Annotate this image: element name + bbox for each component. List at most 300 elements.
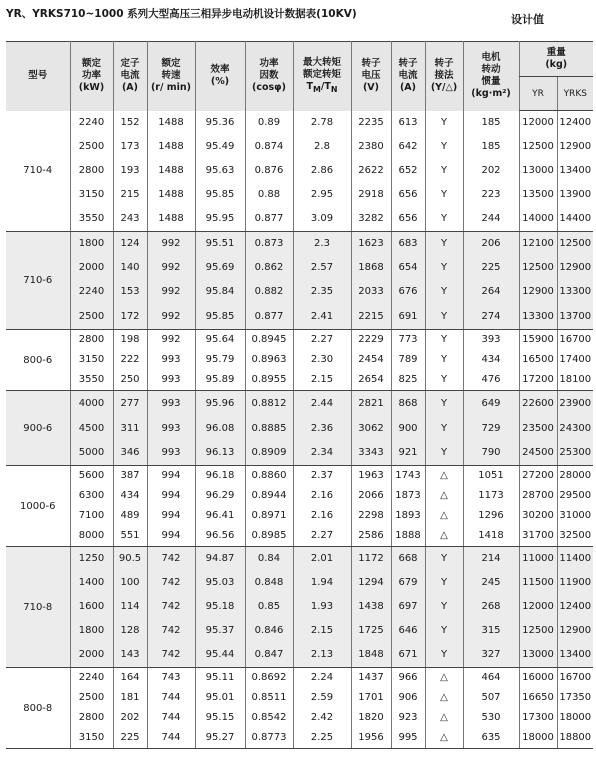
table-cell: 6300: [70, 486, 113, 506]
table-cell: 1623: [351, 232, 391, 256]
table-cell: 789: [391, 350, 425, 370]
table-cell: 668: [391, 547, 425, 571]
table-cell: 992: [147, 280, 195, 304]
table-cell: 992: [147, 232, 195, 256]
table-cell: 202: [113, 708, 147, 728]
table-row: [6, 506, 593, 526]
table-cell: 656: [391, 207, 425, 232]
table-cell: 2500: [70, 304, 113, 330]
table-cell: 2.27: [293, 526, 351, 547]
table-cell: 16000: [519, 668, 557, 688]
table-cell: △: [425, 688, 463, 708]
table-cell: 164: [113, 668, 147, 688]
table-row: [6, 280, 593, 304]
table-cell: 652: [391, 159, 425, 183]
table-cell: 327: [463, 643, 519, 668]
table-cell: 1488: [147, 111, 195, 135]
table-cell: 13700: [557, 304, 593, 330]
table-cell: 95.44: [195, 643, 245, 668]
table-cell: 96.56: [195, 526, 245, 547]
table-header: [6, 42, 593, 111]
table-cell: 95.11: [195, 668, 245, 688]
table-cell: 1868: [351, 256, 391, 280]
table-cell: 3550: [70, 370, 113, 391]
table-cell: 1.94: [293, 571, 351, 595]
table-cell: 1294: [351, 571, 391, 595]
table-cell: 13400: [557, 643, 593, 668]
table-cell: 1.93: [293, 595, 351, 619]
table-cell: 2.16: [293, 506, 351, 526]
table-cell: 17350: [557, 688, 593, 708]
table-body: [6, 111, 593, 749]
header-rotor-voltage: 转子 电压 (V): [351, 42, 391, 111]
table-cell: 994: [147, 486, 195, 506]
table-cell: Y: [425, 547, 463, 571]
table-cell: 646: [391, 619, 425, 643]
table-cell: 225: [113, 728, 147, 749]
table-cell: 100: [113, 571, 147, 595]
table-cell: 2.13: [293, 643, 351, 668]
table-cell: 993: [147, 416, 195, 441]
table-cell: 2.37: [293, 466, 351, 486]
table-cell: Y: [425, 256, 463, 280]
table-cell: 2.30: [293, 350, 351, 370]
table-cell: 744: [147, 708, 195, 728]
table-cell: 489: [113, 506, 147, 526]
table-row: [6, 619, 593, 643]
table-cell: 3150: [70, 350, 113, 370]
table-row: [6, 486, 593, 506]
table-cell: 95.03: [195, 571, 245, 595]
header-stator-current: 定子 电流 (A): [113, 42, 147, 111]
table-cell: 2000: [70, 256, 113, 280]
table-cell: 23500: [519, 416, 557, 441]
table-cell: 1743: [391, 466, 425, 486]
table-row: [6, 207, 593, 232]
table-cell: 95.95: [195, 207, 245, 232]
table-cell: 95.18: [195, 595, 245, 619]
table-cell: Y: [425, 111, 463, 135]
table-cell: 2.25: [293, 728, 351, 749]
table-cell: 95.15: [195, 708, 245, 728]
table-cell: 14400: [557, 207, 593, 232]
model-cell: 800-6: [6, 330, 70, 391]
table-cell: 2454: [351, 350, 391, 370]
table-cell: 742: [147, 643, 195, 668]
table-cell: 140: [113, 256, 147, 280]
table-cell: 18800: [557, 728, 593, 749]
table-cell: 551: [113, 526, 147, 547]
table-cell: 1800: [70, 619, 113, 643]
table-cell: 0.88: [245, 183, 293, 207]
table-cell: 268: [463, 595, 519, 619]
table-cell: 2500: [70, 688, 113, 708]
table-cell: 434: [113, 486, 147, 506]
table-cell: 2240: [70, 668, 113, 688]
table-cell: 654: [391, 256, 425, 280]
table-cell: 311: [113, 416, 147, 441]
table-cell: 128: [113, 619, 147, 643]
table-cell: 2033: [351, 280, 391, 304]
table-cell: 2298: [351, 506, 391, 526]
table-cell: 0.8511: [245, 688, 293, 708]
table-cell: 12100: [519, 232, 557, 256]
table-cell: 0.8542: [245, 708, 293, 728]
table-cell: △: [425, 506, 463, 526]
table-cell: 29500: [557, 486, 593, 506]
table-cell: 0.8985: [245, 526, 293, 547]
table-cell: 31000: [557, 506, 593, 526]
table-cell: Y: [425, 207, 463, 232]
table-cell: 2066: [351, 486, 391, 506]
table-cell: 274: [463, 304, 519, 330]
table-cell: 12500: [519, 619, 557, 643]
table-cell: 2.01: [293, 547, 351, 571]
table-cell: 31700: [519, 526, 557, 547]
table-cell: 1438: [351, 595, 391, 619]
table-cell: 202: [463, 159, 519, 183]
table-row: [6, 370, 593, 391]
table-cell: 152: [113, 111, 147, 135]
table-cell: 95.37: [195, 619, 245, 643]
table-cell: 1400: [70, 571, 113, 595]
header-speed: 额定 转速 (r/ min): [147, 42, 195, 111]
table-row: [6, 256, 593, 280]
header-inertia: 电机 转动 惯量 (kg·m²): [463, 42, 519, 111]
table-cell: 94.87: [195, 547, 245, 571]
table-cell: 1172: [351, 547, 391, 571]
table-cell: 0.877: [245, 304, 293, 330]
table-cell: 95.84: [195, 280, 245, 304]
table-cell: 3282: [351, 207, 391, 232]
table-cell: 1488: [147, 207, 195, 232]
table-cell: 0.882: [245, 280, 293, 304]
table-cell: 743: [147, 668, 195, 688]
table-cell: 5600: [70, 466, 113, 486]
table-cell: 2.59: [293, 688, 351, 708]
table-cell: 642: [391, 135, 425, 159]
table-cell: 2215: [351, 304, 391, 330]
table-cell: △: [425, 708, 463, 728]
table-cell: △: [425, 728, 463, 749]
table-row: [6, 595, 593, 619]
table-cell: 2654: [351, 370, 391, 391]
table-row: [6, 304, 593, 330]
table-cell: 790: [463, 441, 519, 466]
data-table-container: [6, 41, 592, 749]
table-cell: Y: [425, 183, 463, 207]
table-row: [6, 416, 593, 441]
table-cell: 2.57: [293, 256, 351, 280]
table-cell: 0.8945: [245, 330, 293, 350]
table-cell: 114: [113, 595, 147, 619]
table-cell: 12500: [519, 256, 557, 280]
table-cell: 11400: [557, 547, 593, 571]
table-cell: 244: [463, 207, 519, 232]
table-cell: 742: [147, 547, 195, 571]
table-cell: △: [425, 466, 463, 486]
table-cell: 3550: [70, 207, 113, 232]
table-cell: 2.16: [293, 486, 351, 506]
table-cell: 243: [113, 207, 147, 232]
table-cell: 95.36: [195, 111, 245, 135]
table-cell: 185: [463, 135, 519, 159]
table-cell: 1888: [391, 526, 425, 547]
table-cell: 2.15: [293, 619, 351, 643]
table-cell: Y: [425, 135, 463, 159]
table-cell: 1701: [351, 688, 391, 708]
table-cell: 95.49: [195, 135, 245, 159]
table-cell: 1725: [351, 619, 391, 643]
table-cell: 95.69: [195, 256, 245, 280]
table-cell: 8000: [70, 526, 113, 547]
table-cell: 2.27: [293, 330, 351, 350]
table-cell: 2.42: [293, 708, 351, 728]
model-cell: 1000-6: [6, 466, 70, 547]
table-row: [6, 728, 593, 749]
table-cell: 1873: [391, 486, 425, 506]
table-cell: 2235: [351, 111, 391, 135]
table-cell: 3150: [70, 728, 113, 749]
table-cell: Y: [425, 280, 463, 304]
header-weight: 重量 (kg): [519, 42, 593, 77]
table-cell: 992: [147, 256, 195, 280]
header-efficiency: 效率 (%): [195, 42, 245, 111]
table-cell: 277: [113, 391, 147, 416]
table-cell: 16700: [557, 668, 593, 688]
table-cell: 264: [463, 280, 519, 304]
motor-data-table: [6, 41, 593, 749]
page-title: YR、YRKS710~1000 系列大型高压三相异步电动机设计数据表(10KV): [6, 8, 357, 20]
table-cell: 900: [391, 416, 425, 441]
table-row: [6, 135, 593, 159]
table-cell: 676: [391, 280, 425, 304]
model-cell: 900-6: [6, 391, 70, 466]
table-cell: 16650: [519, 688, 557, 708]
table-cell: 0.876: [245, 159, 293, 183]
table-cell: 0.877: [245, 207, 293, 232]
table-cell: 1963: [351, 466, 391, 486]
table-cell: 3343: [351, 441, 391, 466]
table-cell: 993: [147, 350, 195, 370]
table-row: [6, 547, 593, 571]
table-cell: 729: [463, 416, 519, 441]
table-cell: 1488: [147, 135, 195, 159]
table-cell: 2800: [70, 708, 113, 728]
table-cell: 2918: [351, 183, 391, 207]
table-cell: 173: [113, 135, 147, 159]
table-cell: 868: [391, 391, 425, 416]
table-cell: Y: [425, 441, 463, 466]
table-cell: 90.5: [113, 547, 147, 571]
table-cell: 95.85: [195, 183, 245, 207]
table-cell: 0.874: [245, 135, 293, 159]
table-cell: 923: [391, 708, 425, 728]
table-cell: 2.15: [293, 370, 351, 391]
header-torque-ratio: 最大转矩 额定转矩 $T_M/T_N$: [293, 42, 351, 111]
table-cell: 773: [391, 330, 425, 350]
table-cell: 993: [147, 370, 195, 391]
table-row: [6, 526, 593, 547]
header-weight-yrks: YRKS: [557, 77, 593, 111]
table-cell: 96.18: [195, 466, 245, 486]
table-cell: 2.78: [293, 111, 351, 135]
table-cell: 742: [147, 571, 195, 595]
table-cell: 1600: [70, 595, 113, 619]
table-cell: 172: [113, 304, 147, 330]
table-row: [6, 571, 593, 595]
table-cell: 11500: [519, 571, 557, 595]
table-cell: 0.873: [245, 232, 293, 256]
table-row: [6, 350, 593, 370]
header-weight-yr: YR: [519, 77, 557, 111]
table-cell: 16700: [557, 330, 593, 350]
table-row: [6, 688, 593, 708]
table-cell: 0.8812: [245, 391, 293, 416]
table-cell: 1820: [351, 708, 391, 728]
table-cell: 387: [113, 466, 147, 486]
table-cell: 95.01: [195, 688, 245, 708]
table-cell: 13300: [557, 280, 593, 304]
table-cell: 24300: [557, 416, 593, 441]
table-cell: 0.8860: [245, 466, 293, 486]
table-cell: 1488: [147, 183, 195, 207]
table-cell: 1848: [351, 643, 391, 668]
table-cell: 0.8692: [245, 668, 293, 688]
table-row: [6, 708, 593, 728]
table-cell: 393: [463, 330, 519, 350]
table-cell: 25300: [557, 441, 593, 466]
design-value-label: 设计值: [511, 13, 544, 26]
table-cell: 3062: [351, 416, 391, 441]
table-cell: 994: [147, 526, 195, 547]
table-cell: 12500: [557, 232, 593, 256]
table-cell: 96.41: [195, 506, 245, 526]
table-cell: 28000: [557, 466, 593, 486]
table-cell: 2.35: [293, 280, 351, 304]
table-cell: 656: [391, 183, 425, 207]
table-cell: 346: [113, 441, 147, 466]
table-cell: 7100: [70, 506, 113, 526]
table-cell: 671: [391, 643, 425, 668]
table-cell: 683: [391, 232, 425, 256]
table-cell: 11900: [557, 571, 593, 595]
header-power-factor: 功率 因数 (cosφ): [245, 42, 293, 111]
table-row: [6, 232, 593, 256]
model-cell: 800-8: [6, 668, 70, 749]
table-cell: 27200: [519, 466, 557, 486]
table-cell: 0.8955: [245, 370, 293, 391]
table-row: [6, 159, 593, 183]
table-cell: 691: [391, 304, 425, 330]
table-cell: 0.848: [245, 571, 293, 595]
table-cell: 0.84: [245, 547, 293, 571]
table-cell: 14000: [519, 207, 557, 232]
table-cell: 1296: [463, 506, 519, 526]
table-cell: 222: [113, 350, 147, 370]
table-cell: 2821: [351, 391, 391, 416]
table-cell: △: [425, 668, 463, 688]
table-cell: 2.95: [293, 183, 351, 207]
table-cell: 649: [463, 391, 519, 416]
table-cell: Y: [425, 391, 463, 416]
table-cell: 2.86: [293, 159, 351, 183]
model-cell: 710-4: [6, 111, 70, 232]
table-cell: 250: [113, 370, 147, 391]
table-cell: 18000: [557, 708, 593, 728]
table-cell: 2.24: [293, 668, 351, 688]
table-cell: Y: [425, 159, 463, 183]
table-cell: 95.79: [195, 350, 245, 370]
table-cell: 744: [147, 728, 195, 749]
table-cell: Y: [425, 595, 463, 619]
table-cell: 185: [463, 111, 519, 135]
table-cell: 198: [113, 330, 147, 350]
table-cell: 1173: [463, 486, 519, 506]
table-cell: 2622: [351, 159, 391, 183]
table-cell: 0.8971: [245, 506, 293, 526]
table-cell: 181: [113, 688, 147, 708]
table-cell: 742: [147, 619, 195, 643]
table-cell: 95.64: [195, 330, 245, 350]
table-cell: 995: [391, 728, 425, 749]
table-cell: 124: [113, 232, 147, 256]
table-cell: 1051: [463, 466, 519, 486]
header-power: 额定 功率 (kW): [70, 42, 113, 111]
table-cell: △: [425, 526, 463, 547]
table-cell: Y: [425, 643, 463, 668]
table-cell: 0.8944: [245, 486, 293, 506]
table-cell: 17300: [519, 708, 557, 728]
table-cell: 464: [463, 668, 519, 688]
table-cell: 12900: [557, 256, 593, 280]
table-cell: 12900: [557, 619, 593, 643]
table-cell: 1488: [147, 159, 195, 183]
table-cell: 18000: [519, 728, 557, 749]
table-cell: 1893: [391, 506, 425, 526]
table-cell: 994: [147, 466, 195, 486]
table-cell: 993: [147, 441, 195, 466]
table-cell: Y: [425, 571, 463, 595]
table-row: [6, 111, 593, 135]
table-cell: 12000: [519, 595, 557, 619]
table-cell: 744: [147, 688, 195, 708]
table-cell: 13300: [519, 304, 557, 330]
table-cell: 95.63: [195, 159, 245, 183]
table-cell: 223: [463, 183, 519, 207]
table-cell: △: [425, 486, 463, 506]
header-rotor-current: 转子 电流 (A): [391, 42, 425, 111]
table-cell: 507: [463, 688, 519, 708]
table-cell: 2586: [351, 526, 391, 547]
table-row: [6, 643, 593, 668]
table-cell: 13400: [557, 159, 593, 183]
table-cell: 245: [463, 571, 519, 595]
table-cell: 0.8773: [245, 728, 293, 749]
table-cell: Y: [425, 370, 463, 391]
table-cell: 0.862: [245, 256, 293, 280]
table-row: [6, 668, 593, 688]
table-cell: 992: [147, 304, 195, 330]
table-cell: 96.13: [195, 441, 245, 466]
table-cell: 15900: [519, 330, 557, 350]
table-cell: 12900: [519, 280, 557, 304]
table-cell: 315: [463, 619, 519, 643]
table-cell: 30200: [519, 506, 557, 526]
table-cell: 2229: [351, 330, 391, 350]
table-cell: 16500: [519, 350, 557, 370]
table-cell: 2.34: [293, 441, 351, 466]
